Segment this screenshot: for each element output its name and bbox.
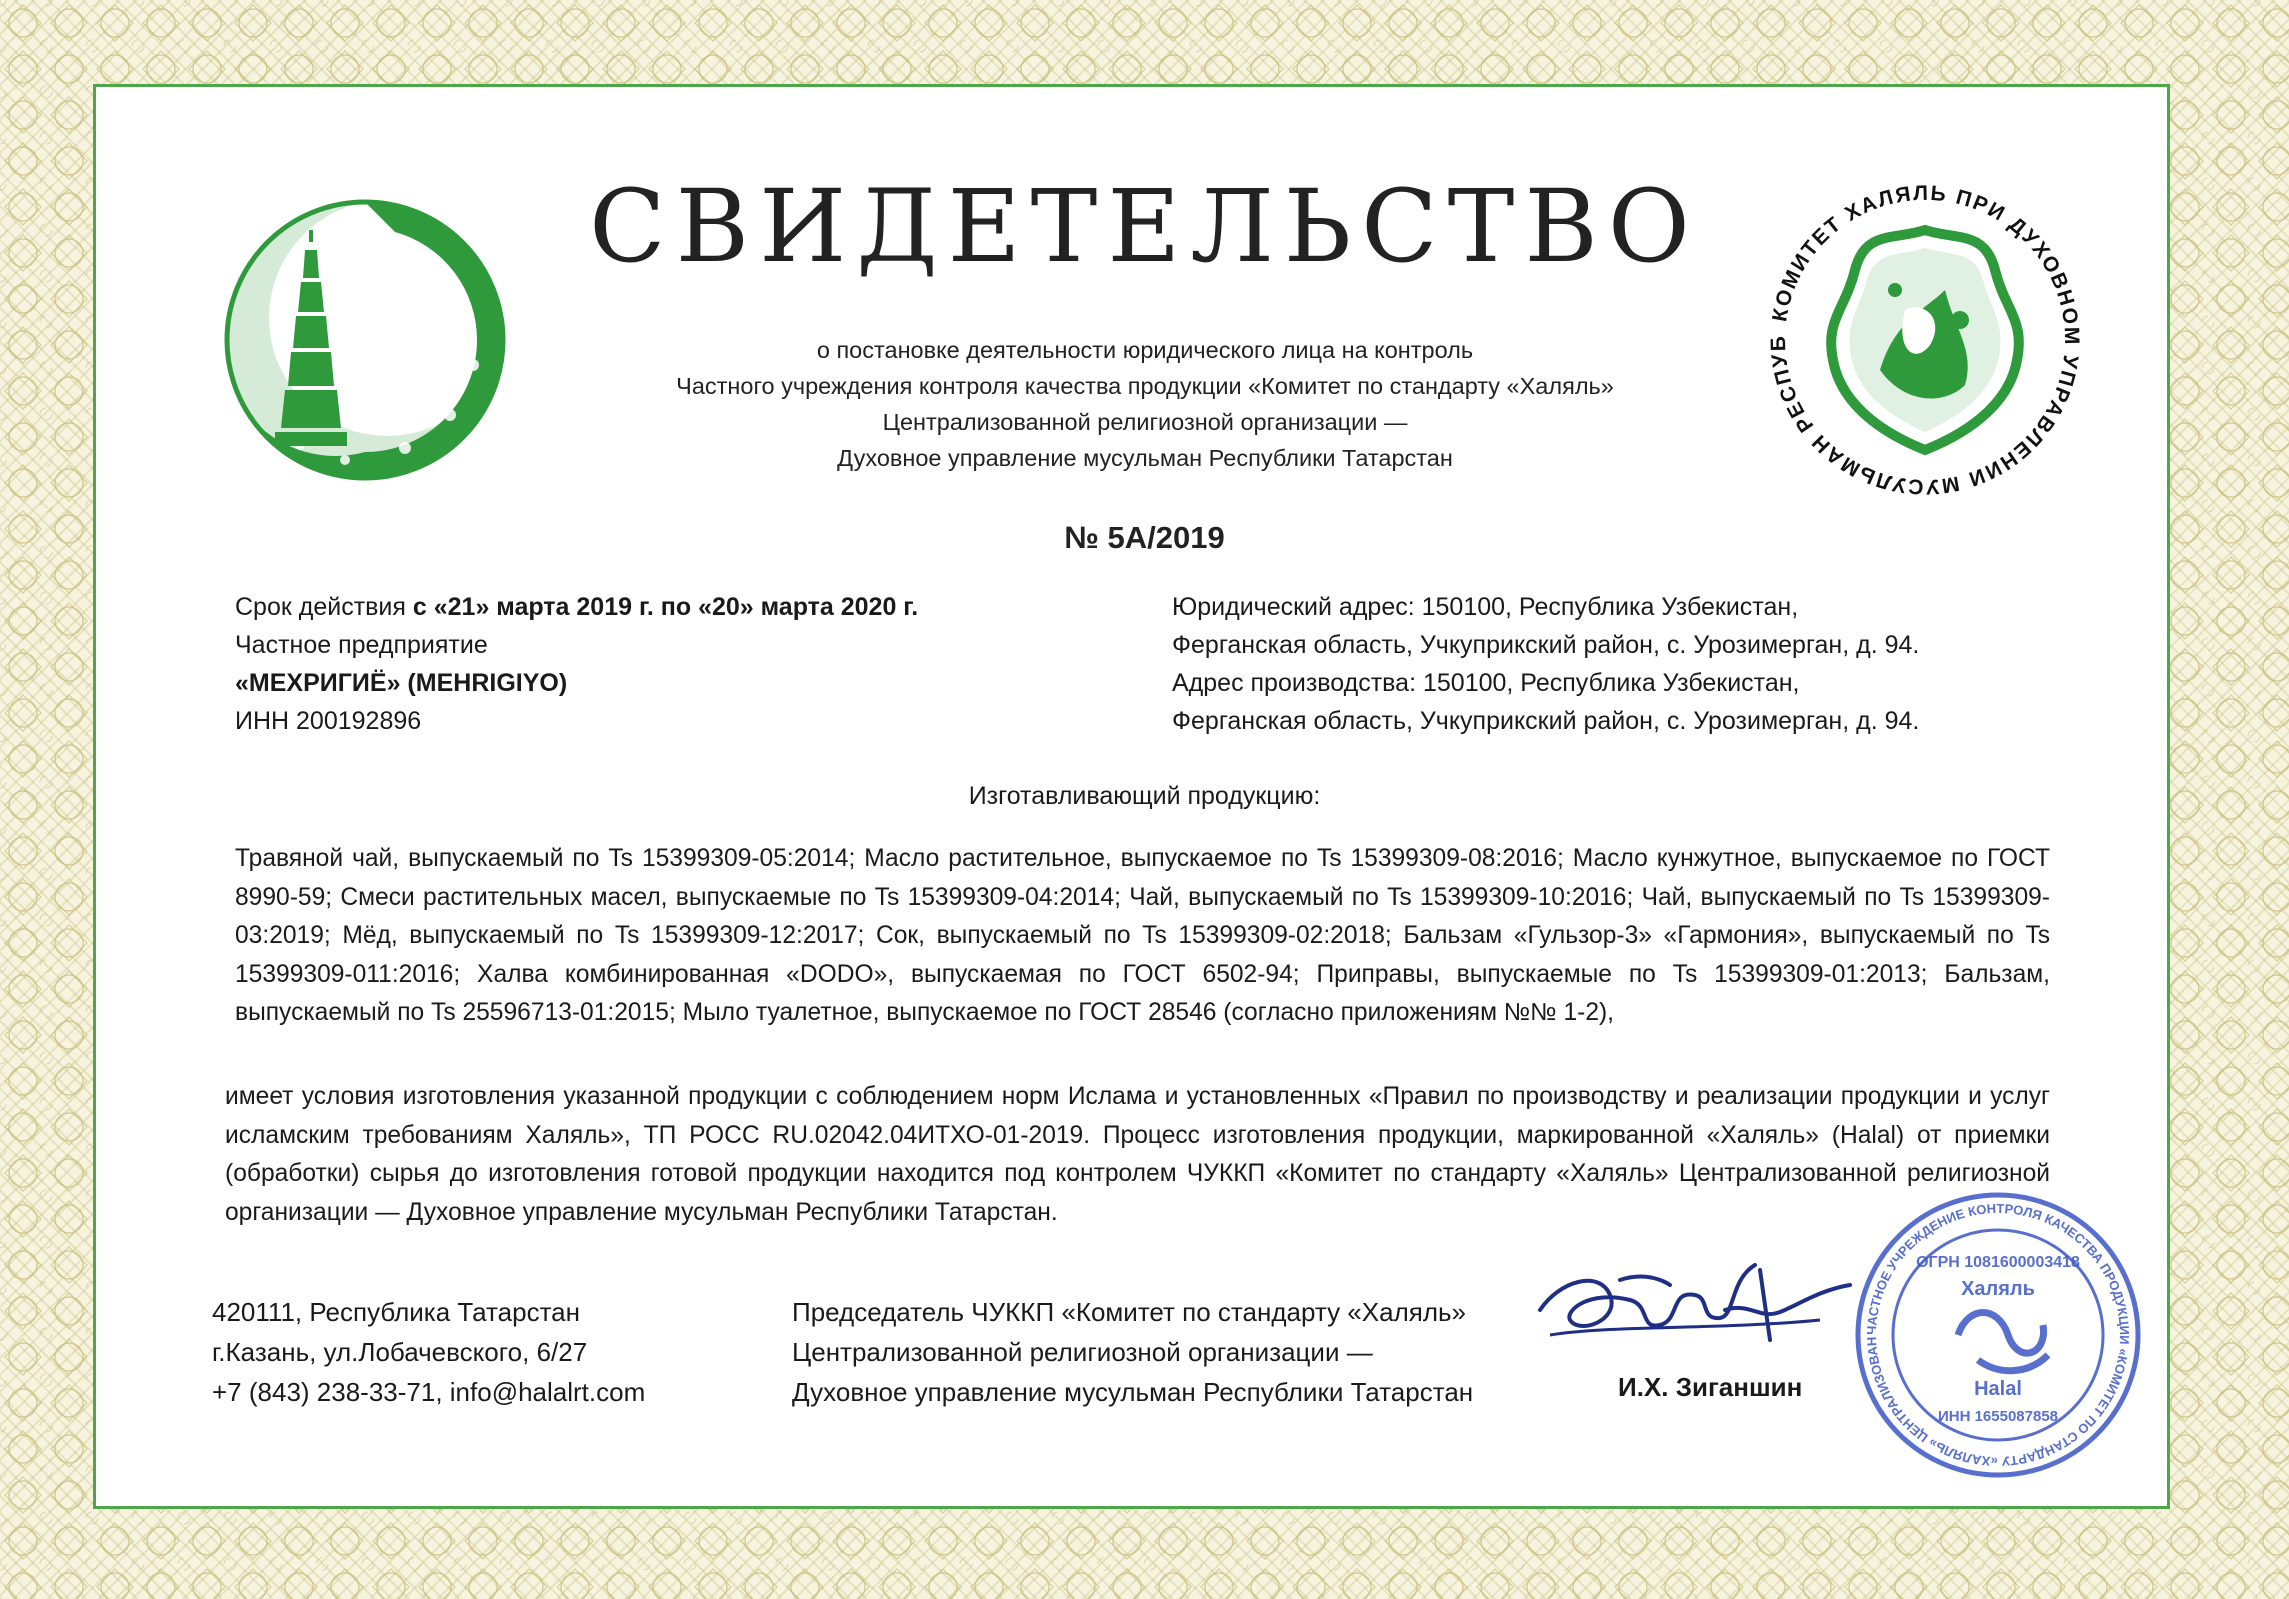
certificate-subtitle	[500, 332, 1790, 476]
subtitle-line-1: о постановке деятельности юридического лица на контроль	[816, 337, 1474, 363]
chairman-block	[792, 1292, 1473, 1412]
subtitle-line-3: Централизованной религиозной организации —	[882, 409, 1408, 435]
validity-line	[235, 588, 1135, 626]
chairman-line-2: Централизованной религиозной организации —	[792, 1337, 1373, 1367]
produces-heading: Изготавливающий продукцию:	[968, 782, 1321, 810]
company-type: Частное предприятие	[235, 631, 488, 659]
subtitle-line-4: Духовное управление мусульман Республики Татарстан	[837, 445, 1453, 471]
production-address-line-2: Ферганская область, Учкуприкский район, с. Урозимерган, д. 94.	[1172, 707, 1920, 735]
subtitle-line-2: Частного учреждения контроля качества продукции «Комитет по стандарту «Халяль»	[676, 373, 1614, 399]
footer-address-line-2: г.Казань, ул.Лобачевского, 6/27	[212, 1337, 588, 1367]
stamp-word-bottom: Halal	[1974, 1378, 2022, 1400]
stamp-inn: ИНН 1655087858	[1937, 1408, 2059, 1425]
conditions-paragraph: имеет условия изготовления указанной продукции с соблюдением норм Ислама и установленных «Правил по производству и реализации продукции и услуг исламским требованиям Халяль», ТП РОСС RU.02042.04ИТХО-01-2019. Процесс изготовления продукции, маркированной «Халяль» (Halal) от приемки (обработки) сырья до изготовления готовой продукции находится под контролем ЧУККП «Комитет по стандарту «Халяль» Централизованной религиозной организации — Духовное управление мусульман Республики Татарстан.	[225, 1083, 2050, 1226]
footer-address-line-1: 420111, Республика Татарстан	[212, 1297, 580, 1327]
company-addresses	[1172, 588, 2072, 740]
signer-name: И.Х. Зиганшин	[1618, 1372, 1803, 1402]
company-name: «МЕХРИГИЁ» (MEHRIGIYO)	[235, 669, 568, 697]
products-paragraph: Травяной чай, выпускаемый по Ts 15399309-05:2014; Масло растительное, выпускаемое по Ts 15399309-08:2016; Масло кунжутное, выпускаемое по ГОСТ 8990-59; Смеси растительных масел, выпускаемые по Ts 15399309-04:2014; Чай, выпускаемый по Ts 15399309-10:2016; Чай, выпускаемый по Ts 15399309-03:2019; Мёд, выпускаемый по Ts 15399309-12:2017; Сок, выпускаемый по Ts 15399309-02:2018; Бальзам «Гульзор-3» «Гармония», выпускаемый по Ts 15399309-011:2016; Халва комбинированная «DODO», выпускаемая по ГОСТ 6502-94; Приправы, выпускаемые по Ts 15399309-01:2013; Бальзам, выпускаемый по Ts 25596713-01:2015; Мыло туалетное, выпускаемое по ГОСТ 28546 (согласно приложениям №№ 1-2),	[235, 845, 2050, 1026]
company-inn: ИНН 200192896	[235, 707, 422, 735]
chairman-line-3: Духовное управление мусульман Республики Татарстан	[792, 1377, 1474, 1407]
production-address-line-1: Адрес производства: 150100, Республика Узбекистан,	[1172, 669, 1800, 697]
stamp-ogrn: ОГРН 1081600003418	[1916, 1254, 2080, 1271]
company-info	[235, 588, 1135, 740]
chairman-line-1: Председатель ЧУККП «Комитет по стандарту «Халяль»	[792, 1297, 1466, 1327]
legal-address-line-2: Ферганская область, Учкуприкский район, с. Урозимерган, д. 94.	[1172, 631, 1920, 659]
certificate-title: СВИДЕТЕЛЬСТВО	[589, 168, 1700, 285]
seal-ring-text: КОМИТЕТ ХАЛЯЛЬ ПРИ ДУХОВНОМ УПРАВЛЕНИИ МУСУЛЬМАН РЕСПУБ	[1766, 181, 2084, 499]
stamp-word-top: Халяль	[1961, 1278, 2035, 1300]
validity-prefix: Срок действия	[235, 593, 413, 621]
handwritten-signature	[1520, 1240, 1880, 1375]
stamp-ring-text: ЧАСТНОЕ УЧРЕЖДЕНИЕ КОНТРОЛЯ КАЧЕСТВА ПРОДУКЦИИ «КОМИТЕТ ПО СТАНДАРТУ «ХАЛЯЛЬ» ЦЕНТРАЛИЗОВАН	[1863, 1200, 2133, 1470]
validity-period: с «21» марта 2019 г. по «20» марта 2020 г.	[412, 593, 919, 621]
footer-address	[212, 1292, 645, 1412]
footer-address-line-3: +7 (843) 238-33-71, info@halalrt.com	[212, 1377, 646, 1407]
certificate-number: № 5А/2019	[1064, 520, 1225, 555]
legal-address-line-1: Юридический адрес: 150100, Республика Узбекистан,	[1172, 593, 1799, 621]
official-round-stamp	[1848, 1185, 2148, 1490]
